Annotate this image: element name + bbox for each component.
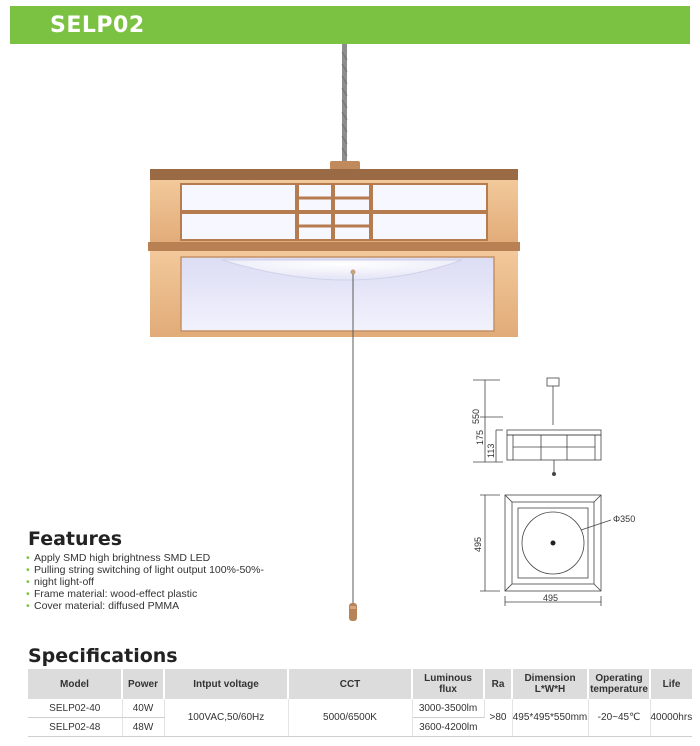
cell-model: SELP02-40 (28, 699, 122, 718)
cell-power: 48W (122, 718, 164, 737)
header-voltage: Intput voltage (164, 669, 288, 699)
cell-voltage: 100VAC,50/60Hz (164, 699, 288, 737)
cell-flux: 3000-3500lm (412, 699, 484, 718)
table-header-row (28, 669, 692, 699)
header-model: Model (28, 669, 122, 699)
page-title: SELP02 (50, 13, 145, 38)
header-cct: CCT (288, 669, 412, 699)
header-temperature (588, 669, 650, 699)
header-flux (412, 669, 484, 699)
header-dimension-line1: Dimension (524, 673, 576, 684)
dim-height-total: 550 (471, 408, 481, 424)
cell-cct: 5000/6500K (288, 699, 412, 737)
cell-life: 40000hrs (650, 699, 692, 737)
header-dimension (512, 669, 588, 699)
header-ra: Ra (484, 669, 512, 699)
cell-dimension: 495*495*550mm (512, 699, 588, 737)
header-temperature-line2: temperature (590, 684, 648, 695)
feature-item: • Cover material: diffused PMMA (26, 600, 286, 612)
cell-power: 40W (122, 699, 164, 718)
cell-temperature: -20~45℃ (588, 699, 650, 737)
header-flux-line1: Luminous (424, 673, 472, 684)
cell-ra: >80 (484, 699, 512, 737)
feature-item-continued: • night light-off (26, 576, 286, 588)
features-list (26, 552, 286, 612)
dim-diffuser-diameter: Φ350 (613, 514, 636, 524)
dim-width-side: 495 (473, 536, 483, 552)
feature-item: • Frame material: wood-effect plastic (26, 588, 286, 600)
header-life: Life (650, 669, 692, 699)
cell-flux: 3600-4200lm (412, 718, 484, 737)
header-banner (10, 6, 690, 44)
cell-model: SELP02-48 (28, 718, 122, 737)
header-flux-line2: flux (439, 684, 457, 695)
dim-width-bottom: 495 (543, 593, 559, 603)
dim-height-frame: 113 (486, 443, 496, 458)
header-temperature-line1: Operating (595, 673, 643, 684)
table-row (28, 699, 692, 718)
feature-item: • Apply SMD high brightness SMD LED (26, 552, 286, 564)
features-heading: Features (28, 528, 123, 550)
header-dimension-line2: L*W*H (534, 684, 566, 695)
specifications-heading: Specifications (28, 645, 178, 667)
header-power: Power (122, 669, 164, 699)
specifications-table (28, 669, 692, 737)
feature-item: • Pulling string switching of light output 100%-50%- (26, 564, 286, 576)
dimension-drawing (455, 370, 655, 610)
dim-height-upper: 175 (475, 429, 485, 445)
